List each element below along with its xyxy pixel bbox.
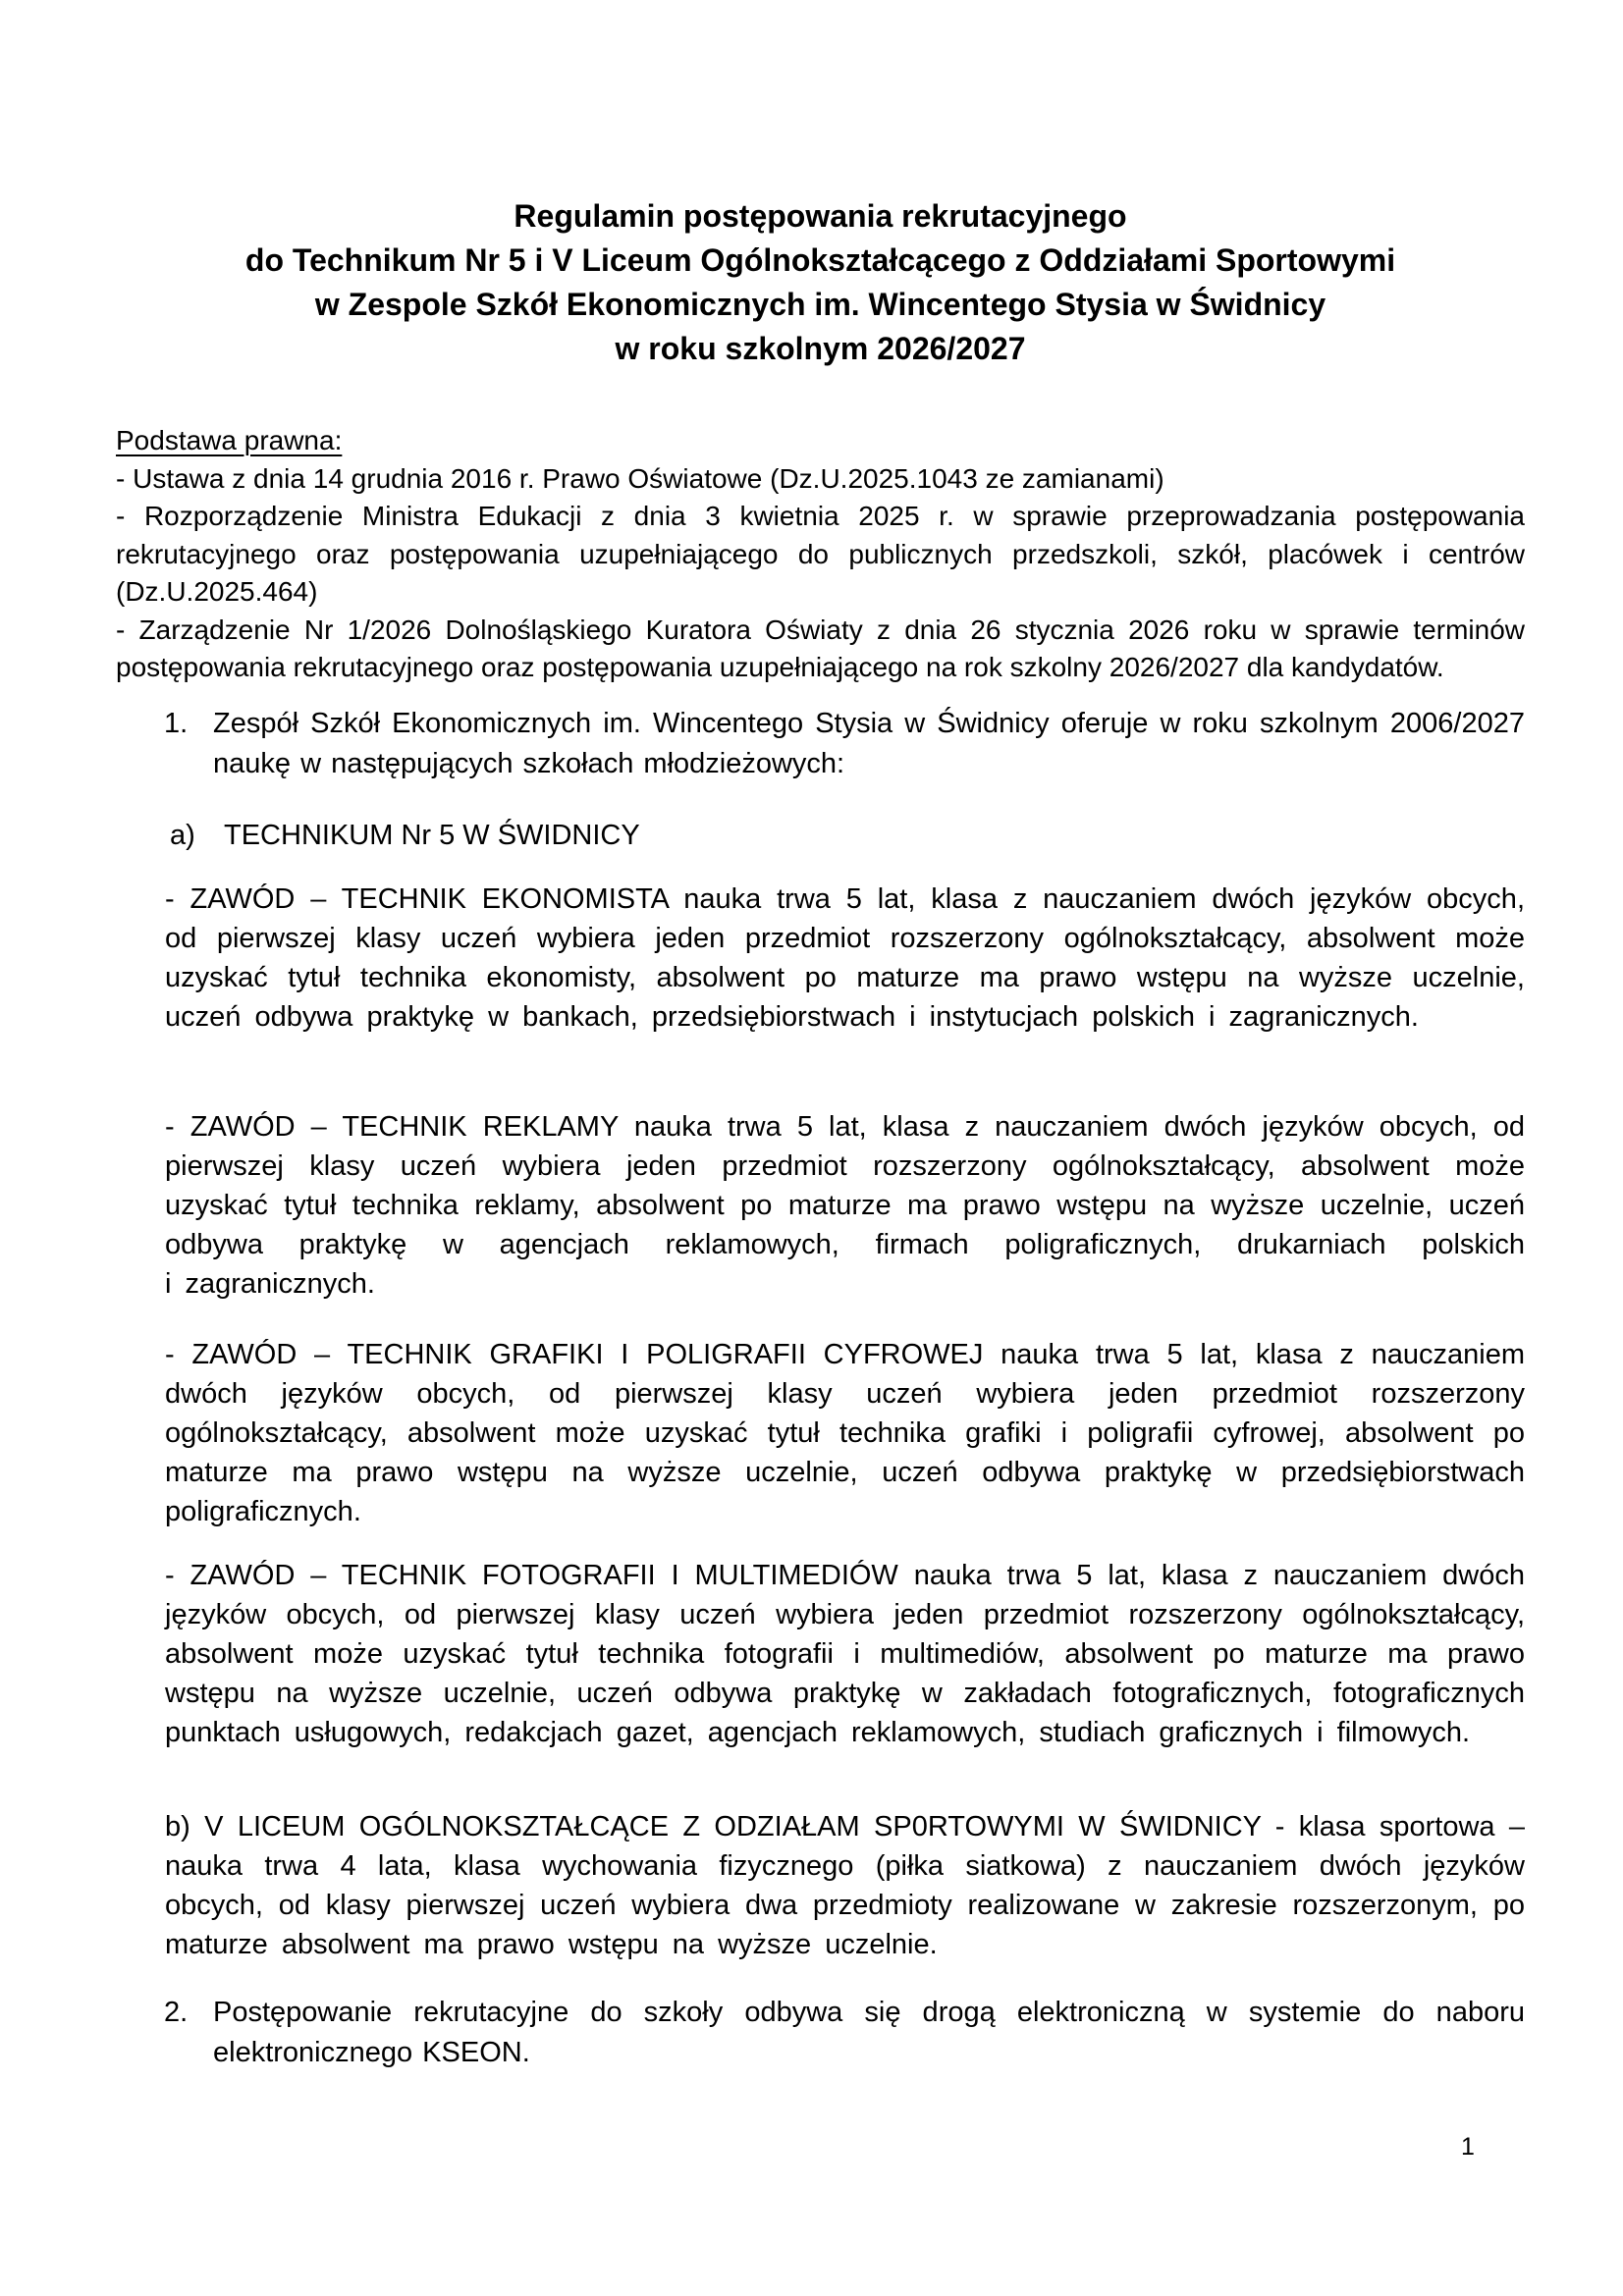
offer-paragraph-technik-ekonomista: - ZAWÓD – TECHNIK EKONOMISTA nauka trwa 5 lat, klasa z nauczaniem dwóch języków obcych, od pierwszej klasy uczeń wybiera jeden przedmiot rozszerzony ogólnokształcący, absolwent może uzyskać tytuł technika ekonomisty, absolwent po maturze ma prawo wstępu na wyższe uczelnie, uczeń odbywa praktykę w bankach, przedsiębiorstwach i instytucjach polskich i zagranicznych.: [165, 883, 1525, 1033]
section-a-heading: TECHNIKUM Nr 5 W ŚWIDNICY: [224, 820, 640, 851]
section-a-heading-row: [170, 816, 1525, 856]
numbered-item-2: [164, 1993, 1525, 2073]
list-number: 2.: [164, 1997, 189, 2028]
legal-basis-section: [116, 422, 1525, 687]
document-title-line: Regulamin postępowania rekrutacyjnego: [514, 198, 1127, 234]
list-text: Postępowanie rekrutacyjne do szkoły odbywa się drogą elektroniczną w systemie do naboru elektronicznego KSEON.: [213, 1997, 1525, 2068]
page-number: 1: [1461, 2133, 1475, 2161]
legal-basis-item: - Zarządzenie Nr 1/2026 Dolnośląskiego Kuratora Oświaty z dnia 26 stycznia 2026 roku w sprawie terminów postępowania rekrutacyjnego oraz postępowania uzupełniającego na rok szkolny 2026/2027 dla kandydatów.: [116, 614, 1525, 682]
offer-paragraph-technik-grafiki: - ZAWÓD – TECHNIK GRAFIKI I POLIGRAFII CYFROWEJ nauka trwa 5 lat, klasa z nauczaniem dwóch języków obcych, od pierwszej klasy uczeń wybiera jeden przedmiot rozszerzony ogólnokształcący, absolwent może uzyskać tytuł technika grafiki i poligrafii cyfrowej, absolwent po maturze ma prawo wstępu na wyższe uczelnie, uczeń odbywa praktykę w przedsiębiorstwach poligraficznych.: [165, 1339, 1525, 1527]
section-a-label: a): [170, 820, 195, 851]
document-title: [116, 194, 1525, 371]
list-text: Zespół Szkół Ekonomicznych im. Wincentego Stysia w Świdnicy oferuje w roku szkolnym 2006/2027 naukę w następujących szkołach młodzieżowych:: [213, 708, 1525, 779]
document-title-line: w Zespole Szkół Ekonomicznych im. Wincentego Stysia w Świdnicy: [314, 287, 1326, 322]
list-number: 1.: [164, 708, 189, 739]
offer-paragraph-technik-reklamy: - ZAWÓD – TECHNIK REKLAMY nauka trwa 5 lat, klasa z nauczaniem dwóch języków obcych, od pierwszej klasy uczeń wybiera jeden przedmiot rozszerzony ogólnokształcący, absolwent może uzyskać tytuł technika reklamy, absolwent po maturze ma prawo wstępu na wyższe uczelnie, uczeń odbywa praktykę w agencjach reklamowych, firmach poligraficznych, drukarniach polskich i zagranicznych.: [165, 1111, 1525, 1300]
document-title-line: do Technikum Nr 5 i V Liceum Ogólnokształcącego z Oddziałami Sportowymi: [244, 242, 1396, 278]
legal-basis-item: - Rozporządzenie Ministra Edukacji z dnia 3 kwietnia 2025 r. w sprawie przeprowadzania postępowania rekrutacyjnego oraz postępowania uzupełniającego do publicznych przedszkoli, szkół, placówek i centrów (Dz.U.2025.464): [116, 501, 1525, 607]
section-b-paragraph: b) V LICEUM OGÓLNOKSZTAŁCĄCE Z ODZIAŁAM SP0RTOWYMI W ŚWIDNICY - klasa sportowa – nauka trwa 4 lata, klasa wychowania fizycznego (piłka siatkowa) z nauczaniem dwóch języków obcych, od klasy pierwszej uczeń wybiera dwa przedmioty realizowane w zakresie rozszerzonym, po maturze absolwent ma prawo wstępu na wyższe uczelnie.: [165, 1811, 1525, 1960]
document-content: [116, 0, 1525, 2073]
offer-paragraph-technik-fotografii: - ZAWÓD – TECHNIK FOTOGRAFII I MULTIMEDIÓW nauka trwa 5 lat, klasa z nauczaniem dwóch języków obcych, od pierwszej klasy uczeń wybiera jeden przedmiot rozszerzony ogólnokształcący, absolwent może uzyskać tytuł technika fotografii i multimediów, absolwent po maturze ma prawo wstępu na wyższe uczelnie, uczeń odbywa praktykę w zakładach fotograficznych, fotograficznych punktach usługowych, redakcjach gazet, agencjach reklamowych, studiach graficznych i filmowych.: [165, 1560, 1525, 1748]
document-title-line: w roku szkolnym 2026/2027: [615, 331, 1026, 366]
numbered-item-1: [164, 704, 1525, 784]
legal-basis-item: - Ustawa z dnia 14 grudnia 2016 r. Prawo Oświatowe (Dz.U.2025.1043 ze zamianami): [116, 462, 1164, 494]
legal-basis-heading: Podstawa prawna:: [116, 425, 343, 455]
